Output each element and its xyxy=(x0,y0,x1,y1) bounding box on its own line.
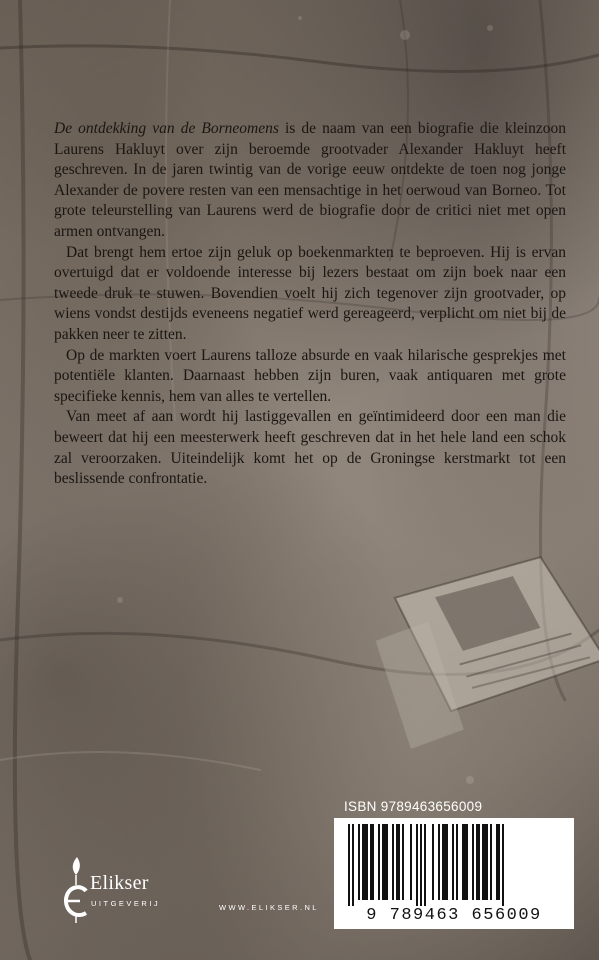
barcode-bar xyxy=(370,824,374,900)
blurb-paragraph-3: Op de markten voert Laurens talloze absurde en vaak hilarische gesprekjes met potentiële klanten. Daarnaast hebben zijn buren, vaak antiquaren met grote specifieke kennis, hem van alles te vertellen. xyxy=(54,346,566,405)
blurb-paragraph-4: Van meet af aan wordt hij lastiggevallen en geïntimideerd door een man die beweert dat hij een meesterwerk heeft geschreven dat in het hele land een schok zal veroorzaken. Uiteindelijk komt het op de Groningse kerstmarkt tot een beslissende confrontatie. xyxy=(54,408,566,488)
barcode-bar xyxy=(362,824,368,900)
blurb-paragraph-1 xyxy=(54,119,566,243)
publisher-logo xyxy=(62,855,212,925)
isbn-label: ISBN 9789463656009 xyxy=(344,799,483,814)
barcode-bar xyxy=(452,824,454,900)
barcode-bar xyxy=(424,824,426,906)
barcode-bar xyxy=(378,824,380,900)
barcode-bar xyxy=(476,824,480,900)
barcode-bar xyxy=(438,824,440,900)
barcode-bar xyxy=(432,824,434,900)
publisher-name: Elikser xyxy=(90,872,149,894)
barcode xyxy=(334,818,574,929)
barcode-bar xyxy=(502,824,504,906)
barcode-bars xyxy=(342,824,566,906)
barcode-bar xyxy=(396,824,400,900)
barcode-bar xyxy=(462,824,468,900)
barcode-bar xyxy=(472,824,474,900)
blurb-paragraph-1-text: is de naam van een biografie die kleinzoon Laurens Hakluyt over zijn beroemde grootvader Alexander Hakluyt heeft geschreven. In de jaren twintig van de vorige eeuw ontdekte de toen nog jonge Alexander de povere resten van een mensachtige in het oerwoud van Borneo. Tot grote teleurstelling van Laurens werd de biografie door de critici niet met open armen ontvangen. xyxy=(54,120,566,240)
barcode-bar xyxy=(358,824,360,900)
back-cover-blurb xyxy=(54,119,566,490)
publisher-subtitle: UITGEVERIJ xyxy=(91,899,161,908)
barcode-bar xyxy=(442,824,448,900)
barcode-number: 9 789463 656009 xyxy=(366,906,542,925)
book-title-italic: De ontdekking van de Borneomens xyxy=(54,120,279,137)
barcode-bar xyxy=(496,824,500,900)
barcode-bar xyxy=(382,824,388,900)
barcode-bar xyxy=(348,824,350,906)
barcode-bar xyxy=(490,824,492,900)
barcode-bar xyxy=(416,824,418,906)
barcode-bar xyxy=(482,824,488,900)
publisher-website: WWW.ELIKSER.NL xyxy=(219,903,319,912)
blurb-paragraph-2: Dat brengt hem ertoe zijn geluk op boekenmarkten te beproeven. Hij is ervan overtuigd dat er voldoende interesse bij lezers bestaat om zijn boek naar een tweede druk te stuwen. Bovendien voelt hij zich tegenover zijn grootvader, op wiens vondst destijds eveneens negatief werd gereageerd, verplicht om niet bij de pakken neer te zitten. xyxy=(54,243,566,343)
barcode-bar xyxy=(392,824,394,900)
barcode-bar xyxy=(420,824,422,906)
book-illustration xyxy=(367,550,599,752)
barcode-bar xyxy=(352,824,354,906)
barcode-bar xyxy=(402,824,404,900)
quill-e-logo-icon xyxy=(62,855,92,925)
barcode-bar xyxy=(410,824,412,900)
barcode-bar xyxy=(456,824,458,900)
